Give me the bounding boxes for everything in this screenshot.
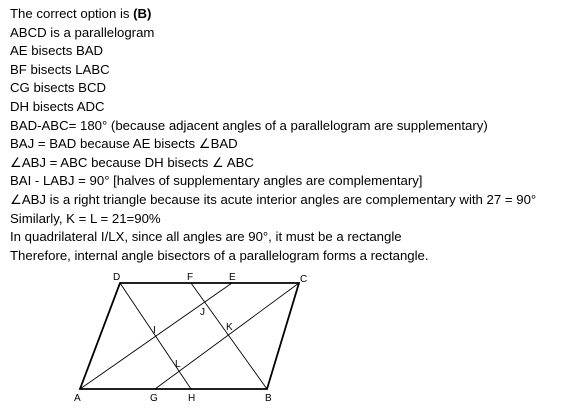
- point-label-c: C: [300, 274, 308, 285]
- parallelogram-abcd: [80, 283, 299, 389]
- point-label-b: B: [265, 393, 272, 404]
- answer-line: [10, 5, 578, 24]
- step-3: BF bisects LABC: [10, 61, 110, 77]
- step-9: BAI - LABJ = 90° [halves of supplementary angles are complementary]: [10, 173, 423, 189]
- step-11: Similarly, K = L = 21=90%: [10, 210, 161, 226]
- step-7: BAJ = BAD because AE bisects ∠BAD: [10, 136, 238, 152]
- parallelogram-diagram: [70, 268, 315, 408]
- point-label-l: L: [175, 359, 181, 370]
- answer-option: (B): [133, 6, 152, 21]
- bisector-dh: [120, 283, 191, 389]
- bisector-cg: [155, 283, 299, 389]
- point-label-j: J: [200, 307, 205, 318]
- step-6: BAD-ABC= 180° (because adjacent angles of a parallelogram are supplementary): [10, 117, 488, 133]
- step-2: AE bisects BAD: [10, 43, 104, 59]
- parallelogram-figure: [70, 268, 315, 408]
- point-label-k: K: [226, 322, 233, 333]
- bisector-bf: [191, 283, 267, 389]
- solution-text: [10, 5, 578, 265]
- step-8: ∠ABJ = ABC because DH bisects ∠ ABC: [10, 154, 254, 170]
- point-label-f: F: [187, 272, 194, 283]
- step-1: ABCD is a parallelogram: [10, 24, 155, 40]
- point-label-i: I: [153, 325, 156, 336]
- step-13: Therefore, internal angle bisectors of a parallelogram forms a rectangle.: [10, 247, 429, 263]
- step-10: ∠ABJ is a right triangle because its acute interior angles are complementary with 27 = 90°: [10, 191, 537, 207]
- step-12: In quadrilateral I/LX, since all angles are 90°, it must be a rectangle: [10, 229, 402, 245]
- step-5: DH bisects ADC: [10, 98, 105, 114]
- point-label-g: G: [150, 393, 158, 404]
- step-4: CG bisects BCD: [10, 80, 106, 96]
- point-label-e: E: [229, 272, 236, 283]
- point-label-h: H: [188, 393, 196, 404]
- point-label-a: A: [74, 393, 81, 404]
- point-label-d: D: [113, 272, 121, 283]
- answer-prefix: The correct option is: [10, 6, 134, 21]
